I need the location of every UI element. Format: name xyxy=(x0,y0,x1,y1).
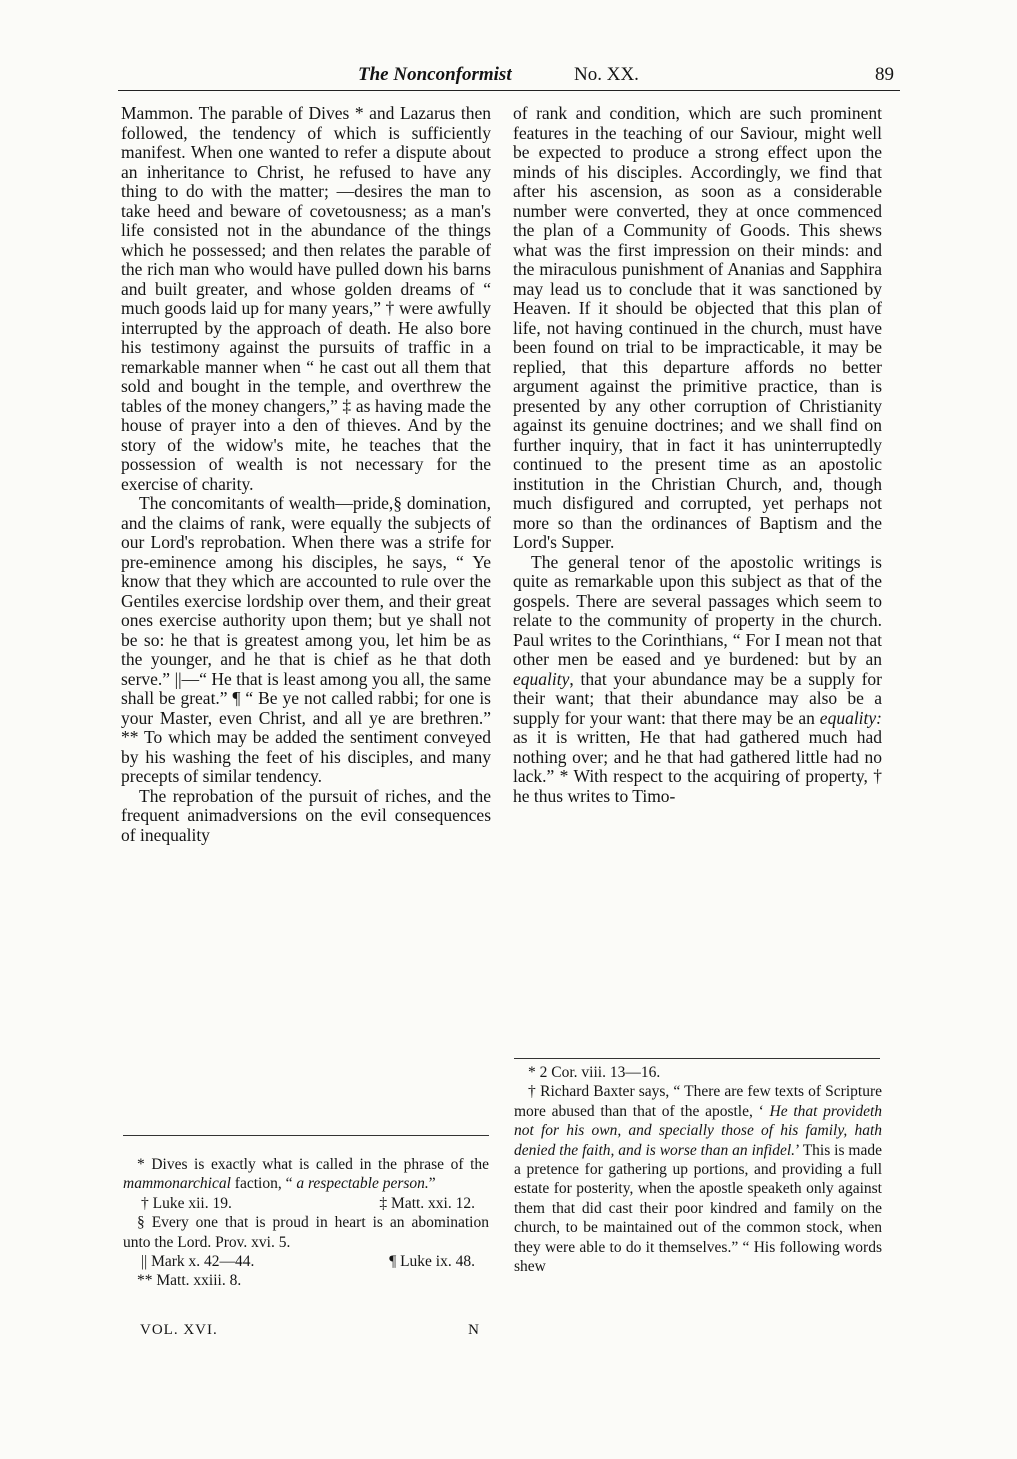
text-run: ” xyxy=(428,1175,436,1193)
footnote-divider xyxy=(514,1058,880,1059)
text-run: as it is written, He that had gathered much had nothing over; and he that had gathered little had no lack.” * With respect to the acquiring of property, † he thus writes to Timo- xyxy=(513,727,882,806)
text-run: ’ This is made a pretence for gathering up portions, and providing a full estate for posterity, when the apostle speaketh only against them that did cast their poor kindred and family on the church, to be maintained out of the common stock, when they were able to do it themselves.” “ His following words shew xyxy=(514,1141,882,1276)
emphasis: He that provideth not for his own, and specially those of his family, hath denied the faith, and is worse than an infidel. xyxy=(514,1102,883,1159)
footnote: § Every one that is proud in heart is an abomination unto the Lord. Prov. xvi. 5. xyxy=(123,1214,489,1251)
journal-title: The Nonconformist xyxy=(358,64,512,85)
footnote: † Luke xii. 19. xyxy=(141,1194,232,1212)
footnotes-left xyxy=(123,1155,489,1291)
footnote-row xyxy=(123,1194,489,1213)
footnotes-right xyxy=(514,1063,882,1276)
emphasis: equality: xyxy=(819,707,882,728)
footnote: * 2 Cor. viii. 13—16. xyxy=(528,1064,661,1081)
emphasis: equality xyxy=(513,668,570,689)
text-run: * Dives is exactly what is called in the phrase of the xyxy=(137,1156,489,1173)
text-run: faction, “ xyxy=(230,1175,297,1193)
paragraph: of rank and condition, which are such prominent features in the teaching of our Saviour, might well be expected to produce a strong effect upon the minds of his disciples. Accordingly, we find that after his ascension, as soon as a considerable number were converted, they at once commenced the plan of a Community of Goods. This shews what was the first impression on their minds: and the miraculous punishment of Ananias and Sapphira may lead us to conclude that it was sanctioned by Heaven. If it should be objected that this plan of life, not having continued in the church, must have been found on trial to be impracticable, it may be replied, that this departure affords no better argument against the primitive practice, than is presented by any other corruption of Christianity against its genuine doctrines; and we shall find on further inquiry, that in fact it has uninterruptedly continued to the present time as an apostolic institution in the Christian Church, and, though much disfigured and corrupted, yet perhaps not more so than the ordinances of Baptism and the Lord's Supper. xyxy=(513,103,882,552)
footnote: ‡ Matt. xxi. 12. xyxy=(379,1194,475,1212)
text-run: , that your abundance may be a supply for their want; that their abundance may also be a supply for your want: that there may be an xyxy=(513,668,882,728)
page-number: 89 xyxy=(875,64,894,85)
footnote-row xyxy=(123,1252,489,1271)
text-run: The general tenor of the apostolic writings is quite as remarkable upon this subject as that of the gospels. There are several passages which seem to relate to the community of property in the church. Paul writes to the Corinthians, “ For I mean not that other men be eased and ye burdened: but by an xyxy=(513,551,882,669)
running-header xyxy=(118,64,900,91)
paragraph: Mammon. The parable of Dives * and Lazarus then followed, the tendency of which is sufficiently manifest. When one wanted to refer a dispute about an inheritance to Christ, he refused to have any thing to do with the matter; —desires the man to take heed and beware of covetousness; as a man's life consisted not in the abundance of the things which he possessed; and then relates the parable of the rich man who would have pulled down his barns and built greater, and whose golden dreams of “ much goods laid up for many years,” † were awfully interrupted by the approach of death. He also bore his testimony against the pursuits of traffic in a remarkable manner when “ he cast out all them that sold and bought in the temple, and overthrew the tables of the money changers,” ‡ as having made the house of prayer into a den of thieves. And by the story of the widow's mite, he teaches that the possession of wealth is not necessary for the exercise of charity. xyxy=(121,103,491,494)
right-column xyxy=(513,104,882,806)
emphasis: a respectable person. xyxy=(296,1175,429,1193)
footnote xyxy=(514,1082,882,1276)
issue-number: No. XX. xyxy=(574,64,639,85)
footnote: ¶ Luke ix. 48. xyxy=(389,1253,475,1271)
text-run: † Richard Baxter says, “ There are few texts of Scripture more abused than that of the apostle, ‘ xyxy=(514,1083,882,1120)
emphasis: mammonarchical xyxy=(123,1175,231,1193)
footnote-divider xyxy=(123,1135,489,1136)
left-column xyxy=(121,104,491,845)
signature-line xyxy=(140,1322,480,1339)
footnote: || Mark x. 42—44. xyxy=(141,1253,255,1271)
footnote: ** Matt. xxiii. 8. xyxy=(137,1272,242,1290)
paragraph: The concomitants of wealth—pride,§ domination, and the claims of rank, were equally the subjects of our Lord's reprobation. When there was a strife for pre-eminence among his disciples, he says, “ Ye know that they which are accounted to rule over the Gentiles exercise lordship over them, and their great ones exercise authority upon them; but ye shall not be so: he that is greatest among you, let him be as the younger, and he that is chief as he that doth serve.” ||—“ He that is least among you all, the same shall be great.” ¶ “ Be ye not called rabbi; for one is your Master, even Christ, and all ye are brethren.” ** To which may be added the sentiment conveyed by his washing the feet of his disciples, and many precepts of similar tendency. xyxy=(121,493,491,786)
signature-letter: N xyxy=(468,1322,480,1338)
paragraph xyxy=(513,553,882,807)
volume-label: VOL. XVI. xyxy=(140,1322,218,1338)
paragraph: The reprobation of the pursuit of riches, and the frequent animadversions on the evil consequences of inequality xyxy=(121,785,491,845)
footnote xyxy=(123,1155,489,1194)
